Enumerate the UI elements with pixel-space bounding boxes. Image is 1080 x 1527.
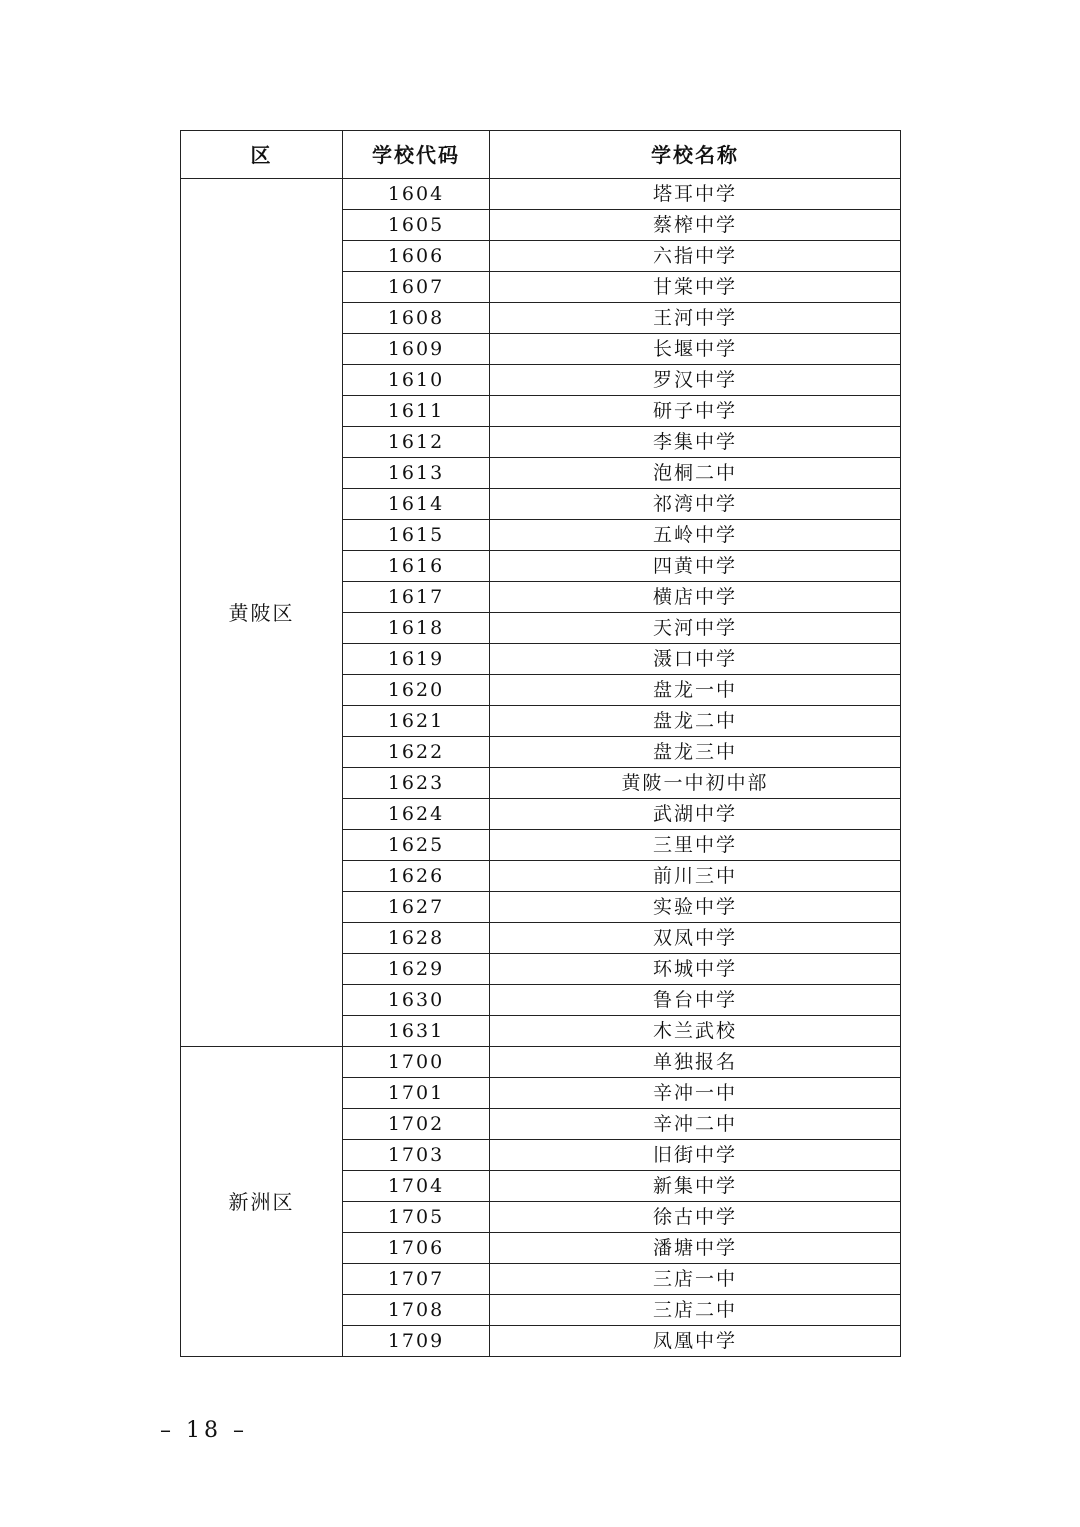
school-code-cell: 1704 [343,1171,490,1202]
school-name-cell: 环城中学 [490,954,901,985]
school-name-cell: 鲁台中学 [490,985,901,1016]
school-code-cell: 1627 [343,892,490,923]
school-code-cell: 1707 [343,1264,490,1295]
school-name-cell: 前川三中 [490,861,901,892]
school-name-cell: 天河中学 [490,613,901,644]
header-school-name: 学校名称 [490,131,901,179]
school-name-cell: 李集中学 [490,427,901,458]
school-code-cell: 1626 [343,861,490,892]
school-code-cell: 1607 [343,272,490,303]
school-name-cell: 长堰中学 [490,334,901,365]
school-name-cell: 五岭中学 [490,520,901,551]
school-code-cell: 1606 [343,241,490,272]
school-name-cell: 黄陂一中初中部 [490,768,901,799]
school-code-cell: 1618 [343,613,490,644]
school-name-cell: 辛冲一中 [490,1078,901,1109]
school-name-cell: 木兰武校 [490,1016,901,1047]
district-cell: 黄陂区 [181,179,343,1047]
school-code-cell: 1700 [343,1047,490,1078]
school-name-cell: 蔡榨中学 [490,210,901,241]
school-name-cell: 三店二中 [490,1295,901,1326]
school-name-cell: 泡桐二中 [490,458,901,489]
school-name-cell: 单独报名 [490,1047,901,1078]
school-code-cell: 1623 [343,768,490,799]
school-code-cell: 1608 [343,303,490,334]
school-name-cell: 凤凰中学 [490,1326,901,1357]
school-code-cell: 1705 [343,1202,490,1233]
school-code-cell: 1604 [343,179,490,210]
school-name-cell: 辛冲二中 [490,1109,901,1140]
school-code-cell: 1613 [343,458,490,489]
school-code-cell: 1615 [343,520,490,551]
school-code-cell: 1630 [343,985,490,1016]
school-code-cell: 1611 [343,396,490,427]
school-code-cell: 1622 [343,737,490,768]
school-code-cell: 1620 [343,675,490,706]
school-code-cell: 1616 [343,551,490,582]
school-name-cell: 潘塘中学 [490,1233,901,1264]
school-code-cell: 1702 [343,1109,490,1140]
school-name-cell: 双凤中学 [490,923,901,954]
school-name-cell: 祁湾中学 [490,489,901,520]
school-name-cell: 新集中学 [490,1171,901,1202]
school-code-cell: 1631 [343,1016,490,1047]
school-name-cell: 四黄中学 [490,551,901,582]
school-code-cell: 1708 [343,1295,490,1326]
school-name-cell: 三里中学 [490,830,901,861]
school-code-cell: 1605 [343,210,490,241]
school-name-cell: 罗汉中学 [490,365,901,396]
school-name-cell: 盘龙一中 [490,675,901,706]
school-code-cell: 1617 [343,582,490,613]
school-code-cell: 1701 [343,1078,490,1109]
school-code-cell: 1614 [343,489,490,520]
school-code-cell: 1628 [343,923,490,954]
table-row [181,1047,901,1078]
school-name-cell: 甘棠中学 [490,272,901,303]
school-name-cell: 滠口中学 [490,644,901,675]
school-code-table [180,130,901,1357]
school-name-cell: 塔耳中学 [490,179,901,210]
school-name-cell: 六指中学 [490,241,901,272]
school-code-cell: 1624 [343,799,490,830]
district-cell: 新洲区 [181,1047,343,1357]
school-name-cell: 研子中学 [490,396,901,427]
table-body [181,179,901,1357]
table-header-row [181,131,901,179]
school-name-cell: 实验中学 [490,892,901,923]
school-code-cell: 1609 [343,334,490,365]
school-code-cell: 1629 [343,954,490,985]
school-name-cell: 徐古中学 [490,1202,901,1233]
school-code-cell: 1709 [343,1326,490,1357]
school-name-cell: 盘龙二中 [490,706,901,737]
school-code-cell: 1625 [343,830,490,861]
table-row [181,179,901,210]
school-code-cell: 1706 [343,1233,490,1264]
school-name-cell: 武湖中学 [490,799,901,830]
school-code-cell: 1619 [343,644,490,675]
school-name-cell: 横店中学 [490,582,901,613]
page-number: – 18 – [160,1418,248,1443]
header-district: 区 [181,131,343,179]
school-code-cell: 1610 [343,365,490,396]
school-name-cell: 王河中学 [490,303,901,334]
header-school-code: 学校代码 [343,131,490,179]
school-code-cell: 1703 [343,1140,490,1171]
school-name-cell: 盘龙三中 [490,737,901,768]
school-name-cell: 旧街中学 [490,1140,901,1171]
school-code-cell: 1621 [343,706,490,737]
school-name-cell: 三店一中 [490,1264,901,1295]
school-code-cell: 1612 [343,427,490,458]
